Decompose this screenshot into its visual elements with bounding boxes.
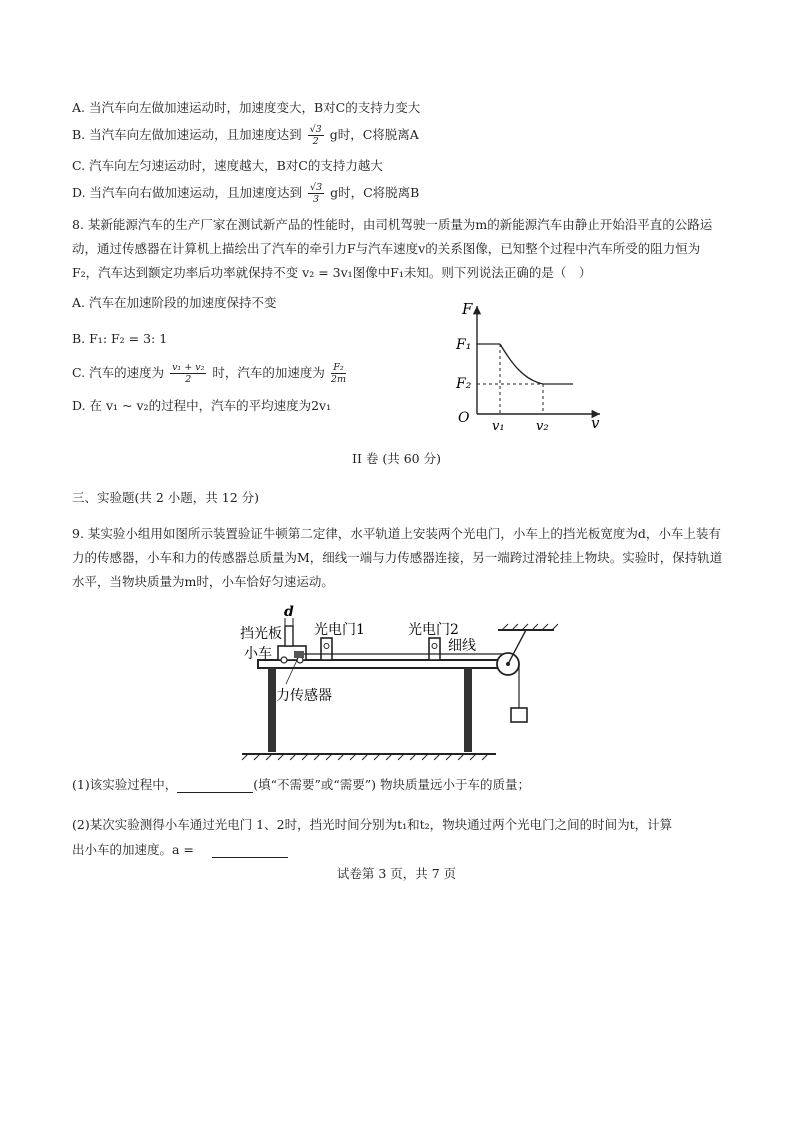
f1-tick-label: F₁ bbox=[456, 337, 472, 353]
q8-option-a: A. 汽车在加速阶段的加速度保持不变 bbox=[72, 295, 277, 310]
force-sensor-label: 力传感器 bbox=[276, 688, 332, 704]
fraction-numerator: √3 bbox=[310, 182, 323, 193]
force-sensor-block bbox=[294, 651, 304, 658]
q9-sub1-answer-blank[interactable] bbox=[177, 780, 253, 793]
hanging-block bbox=[511, 708, 527, 722]
shutter-width-label: d bbox=[284, 604, 294, 620]
q8-option-d: D. 在 v₁ ~ v₂的过程中，汽车的平均速度为2v₁ bbox=[72, 398, 332, 413]
q8-option-b: B. F₁: F₂ = 3: 1 bbox=[72, 331, 168, 346]
q7-option-b bbox=[72, 124, 419, 147]
table-leg-right bbox=[464, 668, 472, 752]
q8-option-c-fraction-speed bbox=[170, 362, 206, 385]
origin-label: O bbox=[458, 410, 470, 426]
q7-option-d-fraction bbox=[308, 182, 324, 205]
fraction-numerator: F₂ bbox=[333, 362, 344, 373]
v1-tick-label: v₁ bbox=[492, 419, 505, 434]
q9-sub2-answer-blank[interactable] bbox=[212, 845, 288, 858]
fraction-denominator: 2 bbox=[312, 136, 319, 147]
q7-option-b-tail: g时，C将脱离A bbox=[329, 127, 419, 142]
rated-power-curve bbox=[500, 344, 543, 384]
q7-option-d-tail: g时，C将脱离B bbox=[330, 185, 420, 200]
q9-sub2-text: 出小车的加速度。a = bbox=[72, 842, 194, 857]
string-label: 细线 bbox=[448, 638, 476, 654]
q9-sub2-line2 bbox=[72, 840, 288, 858]
cart-label: 小车 bbox=[244, 646, 272, 662]
fraction-denominator: 2 bbox=[185, 374, 192, 385]
x-axis-label: v bbox=[591, 414, 600, 432]
force-velocity-graph bbox=[450, 296, 610, 436]
q7-option-d-text: D. 当汽车向右做加速运动，且加速度达到 bbox=[72, 185, 303, 200]
v2-tick-label: v₂ bbox=[536, 419, 549, 434]
q7-option-a: A. 当汽车向左做加速运动时，加速度变大，B对C的支持力变大 bbox=[72, 100, 421, 115]
page-footer: 试卷第 3 页，共 7 页 bbox=[336, 866, 457, 881]
q9-sub2-line1: (2)某次实验测得小车通过光电门 1、2时，挡光时间分别为t₁和t₂，物块通过两个光电门之间的时间为t，计算 bbox=[72, 817, 673, 832]
q8-option-c bbox=[72, 362, 348, 385]
q9-sub1 bbox=[72, 775, 530, 793]
shutter-plate bbox=[285, 626, 293, 646]
q9-sub1-tail: (填“不需要”或“需要”) 物块质量远小于车的质量； bbox=[253, 777, 531, 792]
q7-option-d bbox=[72, 182, 419, 205]
q7-option-b-fraction bbox=[308, 124, 324, 147]
y-axis-label: F bbox=[462, 300, 473, 318]
q9-stem: 9. 某实验小组用如图所示装置验证牛顿第二定律，水平轨道上安装两个光电门，小车上的挡光板宽度为d，小车上装有力的传感器，小车和力的传感器总质量为M，细线一端与力传感器连接，另一端跨过滑轮挂上物块。实验时，保持轨道水平，当物块质量为m时，小车恰好匀速运动。 bbox=[72, 526, 723, 589]
fraction-denominator: 2m bbox=[330, 374, 346, 385]
section-2-title: II 卷 (共 60 分) bbox=[352, 451, 441, 466]
cart-wheel-left bbox=[281, 657, 287, 663]
experiment-apparatus-diagram bbox=[238, 604, 558, 762]
fraction-numerator: √3 bbox=[309, 124, 322, 135]
photogate-1-label: 光电门1 bbox=[314, 622, 365, 638]
q8-option-c-mid: 时，汽车的加速度为 bbox=[212, 365, 325, 380]
q7-option-c: C. 汽车向左匀速运动时，速度越大，B对C的支持力越大 bbox=[72, 158, 383, 173]
fraction-denominator: 3 bbox=[313, 194, 320, 205]
q7-option-b-text: B. 当汽车向左做加速运动，且加速度达到 bbox=[72, 127, 302, 142]
q8-stem: 8. 某新能源汽车的生产厂家在测试新产品的性能时，由司机驾驶一质量为m的新能源汽车由静止开始沿平直的公路运动，通过传感器在计算机上描绘出了汽车的牵引力F与汽车速度v的关系图像，已知整个过程中汽车所受的阻力恒为F₂，汽车达到额定功率后功率就保持不变 v₂ = 3v₁图像中F₁未知。则下列说法正确的是（ ） bbox=[72, 217, 713, 280]
q9-sub1-text: (1)该实验过程中， bbox=[72, 777, 178, 792]
section-3-title: 三、实验题(共 2 小题，共 12 分) bbox=[72, 490, 260, 505]
photogate-2-label: 光电门2 bbox=[408, 622, 459, 638]
fraction-numerator: v₁ + v₂ bbox=[172, 362, 205, 373]
f2-tick-label: F₂ bbox=[456, 376, 472, 392]
shutter-label: 挡光板 bbox=[240, 626, 282, 642]
q8-option-c-text: C. 汽车的速度为 bbox=[72, 365, 165, 380]
table-leg-left bbox=[268, 668, 276, 752]
q8-option-c-fraction-accel bbox=[331, 362, 346, 385]
